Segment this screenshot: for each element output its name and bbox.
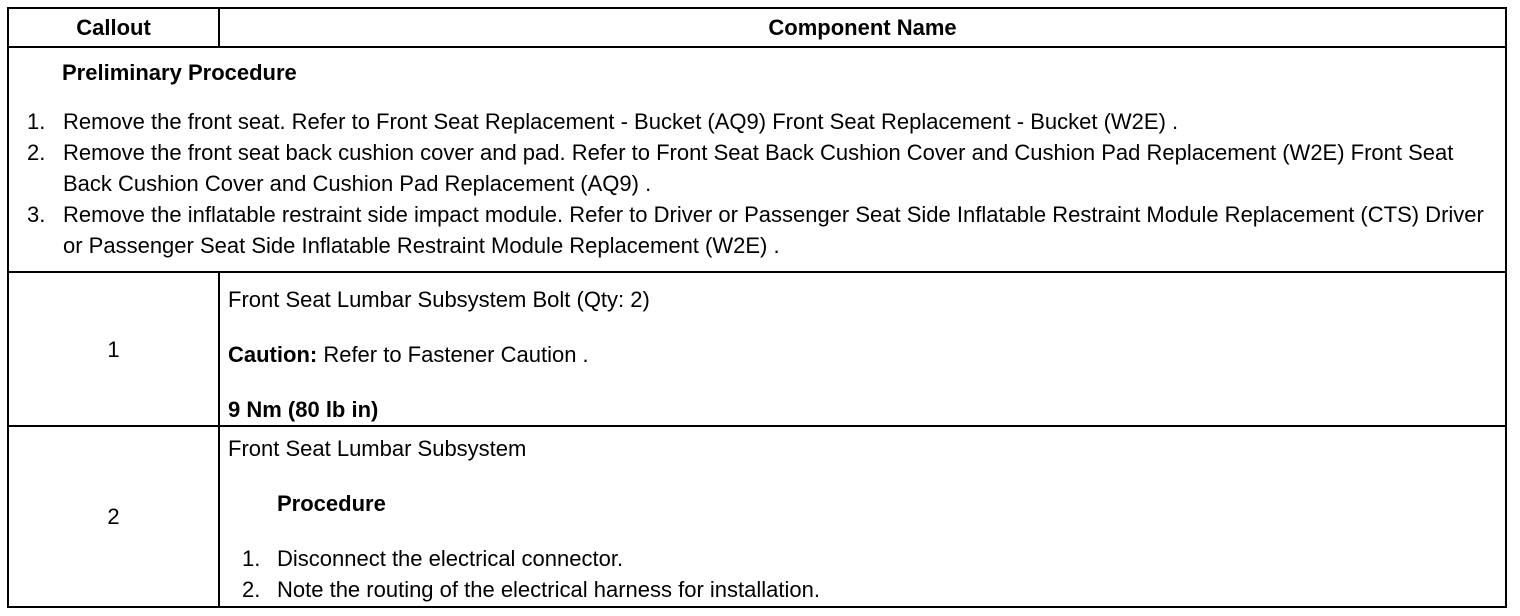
- header-row: [8, 8, 1506, 47]
- step-number: 1.: [242, 546, 261, 571]
- procedure-step: [228, 543, 1505, 574]
- preliminary-steps: [9, 106, 1505, 261]
- preliminary-row: [8, 47, 1506, 272]
- caution-label: Caution:: [228, 342, 318, 367]
- component-cell: [219, 272, 1506, 426]
- table-row: [8, 426, 1506, 607]
- header-component-name: Component Name: [219, 8, 1506, 47]
- step-text: Remove the front seat back cushion cover and pad. Refer to Front Seat Back Cushion Cover and Cushion Pad Replacement (W2E) Front Seat Back Cushion Cover and Cushion Pad Replacement (AQ9) .: [63, 140, 1454, 196]
- procedure-title: Procedure: [277, 491, 386, 516]
- step-number: 3.: [27, 202, 46, 227]
- component-name: Front Seat Lumbar Subsystem Bolt (Qty: 2): [228, 287, 650, 312]
- procedure-step: [228, 574, 1505, 605]
- header-callout: Callout: [8, 8, 219, 47]
- component-cell: [219, 426, 1506, 607]
- torque-spec: 9 Nm (80 lb in): [228, 397, 379, 422]
- step-number: 1.: [27, 109, 46, 134]
- procedure-steps: [228, 543, 1505, 605]
- step-text: Disconnect the electrical connector.: [277, 546, 624, 571]
- step-text: Remove the front seat. Refer to Front Seat Replacement - Bucket (AQ9) Front Seat Replacement - Bucket (W2E) .: [63, 109, 1179, 134]
- table-row: [8, 272, 1506, 426]
- step-number: 2.: [242, 577, 261, 602]
- preliminary-title: Preliminary Procedure: [62, 60, 297, 85]
- preliminary-step: [9, 137, 1505, 199]
- preliminary-step: [9, 106, 1505, 137]
- component-table: [7, 7, 1507, 608]
- callout-cell: 2: [8, 426, 219, 607]
- preliminary-cell: [8, 47, 1506, 272]
- step-number: 2.: [27, 140, 46, 165]
- preliminary-step: [9, 199, 1505, 261]
- component-name: Front Seat Lumbar Subsystem: [228, 436, 527, 461]
- caution-line: [228, 339, 1505, 370]
- step-text: Remove the inflatable restraint side impact module. Refer to Driver or Passenger Seat Side Inflatable Restraint Module Replacement (CTS) Driver or Passenger Seat Side Inflatable Restraint Module Replacement (W2E) .: [63, 202, 1484, 258]
- caution-text: Refer to Fastener Caution .: [317, 342, 589, 367]
- callout-cell: 1: [8, 272, 219, 426]
- step-text: Note the routing of the electrical harness for installation.: [277, 577, 820, 602]
